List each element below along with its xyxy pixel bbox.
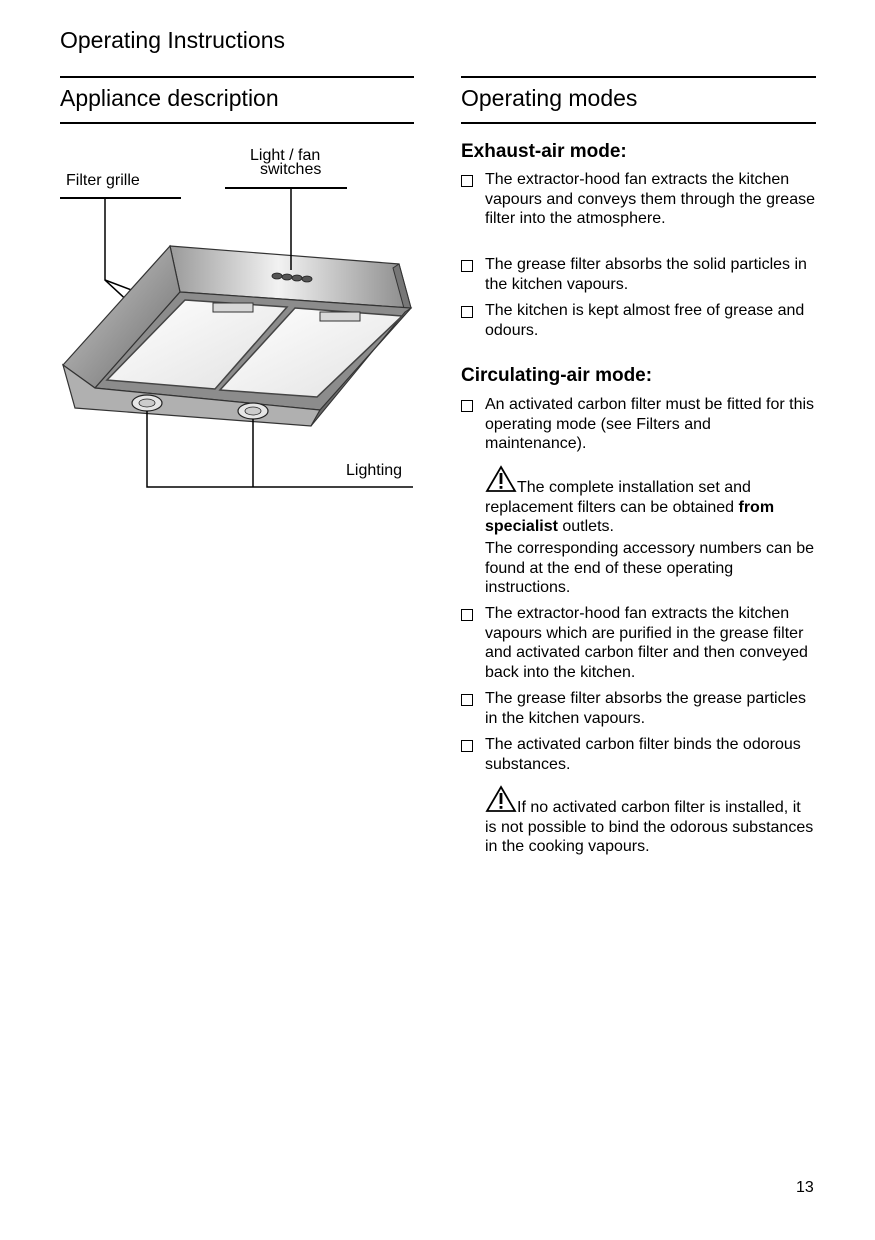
list-item bbox=[461, 689, 821, 729]
list-item bbox=[461, 301, 821, 341]
list-item bbox=[461, 735, 821, 775]
appliance-description-title: Appliance description bbox=[60, 85, 279, 111]
note-text-end: outlets. bbox=[557, 518, 614, 536]
note-text: The complete installation set and replacement filters can be obtained bbox=[485, 479, 751, 516]
checkbox-bullet-icon bbox=[461, 306, 473, 318]
list-item bbox=[461, 395, 821, 455]
list-item bbox=[461, 170, 821, 250]
label-switches-line2: switches bbox=[260, 161, 322, 178]
left-bottom-rule bbox=[60, 122, 414, 124]
left-top-rule bbox=[60, 76, 414, 78]
list-item bbox=[461, 255, 821, 295]
note-bold-text: from specialist bbox=[485, 498, 775, 536]
checkbox-bullet-icon bbox=[461, 175, 473, 187]
note-text: If no activated carbon filter is installed, it is not possible to bind the odorous substances in the cooking vapours. bbox=[485, 799, 814, 856]
light-left bbox=[132, 395, 162, 411]
list-item-text: The activated carbon filter binds the odorous substances. bbox=[485, 736, 801, 773]
list-item bbox=[461, 604, 821, 684]
list-item-text: The grease filter absorbs the solid particles in the kitchen vapours. bbox=[485, 256, 807, 293]
warning-triangle-icon bbox=[485, 785, 517, 813]
list-item-text: The grease filter absorbs the grease particles in the kitchen vapours. bbox=[485, 690, 807, 727]
light-right bbox=[238, 403, 268, 419]
circulating-heading: Circulating-air mode: bbox=[461, 365, 653, 386]
list-item-text: The extractor-hood fan extracts the kitchen vapours and conveys them through the grease filter into the atmosphere. bbox=[485, 171, 815, 228]
appliance-diagram bbox=[55, 140, 420, 500]
range-hood-illustration bbox=[55, 140, 420, 500]
right-bottom-rule bbox=[461, 122, 816, 124]
warning-note bbox=[485, 785, 815, 857]
operating-modes-title: Operating modes bbox=[461, 85, 638, 111]
exhaust-heading: Exhaust-air mode: bbox=[461, 141, 627, 162]
accessory-paragraph: The corresponding accessory numbers can be found at the end of these operating instructions. bbox=[485, 540, 815, 597]
checkbox-bullet-icon bbox=[461, 740, 473, 752]
checkbox-bullet-icon bbox=[461, 400, 473, 412]
filter-handle-left bbox=[213, 303, 253, 312]
page-number: 13 bbox=[796, 1179, 814, 1196]
right-top-rule bbox=[461, 76, 816, 78]
list-item-text: The extractor-hood fan extracts the kitchen vapours which are purified in the grease filter and activated carbon filter and then conveyed back into the kitchen. bbox=[485, 605, 808, 681]
checkbox-bullet-icon bbox=[461, 260, 473, 272]
warning-triangle-icon bbox=[485, 465, 517, 493]
checkbox-bullet-icon bbox=[461, 609, 473, 621]
checkbox-bullet-icon bbox=[461, 694, 473, 706]
list-item-text: The kitchen is kept almost free of grease and odours. bbox=[485, 302, 805, 339]
warning-note bbox=[485, 465, 815, 537]
label-switches-line1: Light / fan bbox=[250, 147, 321, 164]
filter-handle-right bbox=[320, 312, 360, 321]
list-item-text: An activated carbon filter must be fitted for this operating mode (see Filters and maintenance). bbox=[485, 396, 815, 453]
page-header: Operating Instructions bbox=[60, 27, 286, 53]
label-filter-grille: Filter grille bbox=[66, 172, 140, 189]
label-lighting: Lighting bbox=[346, 462, 403, 479]
